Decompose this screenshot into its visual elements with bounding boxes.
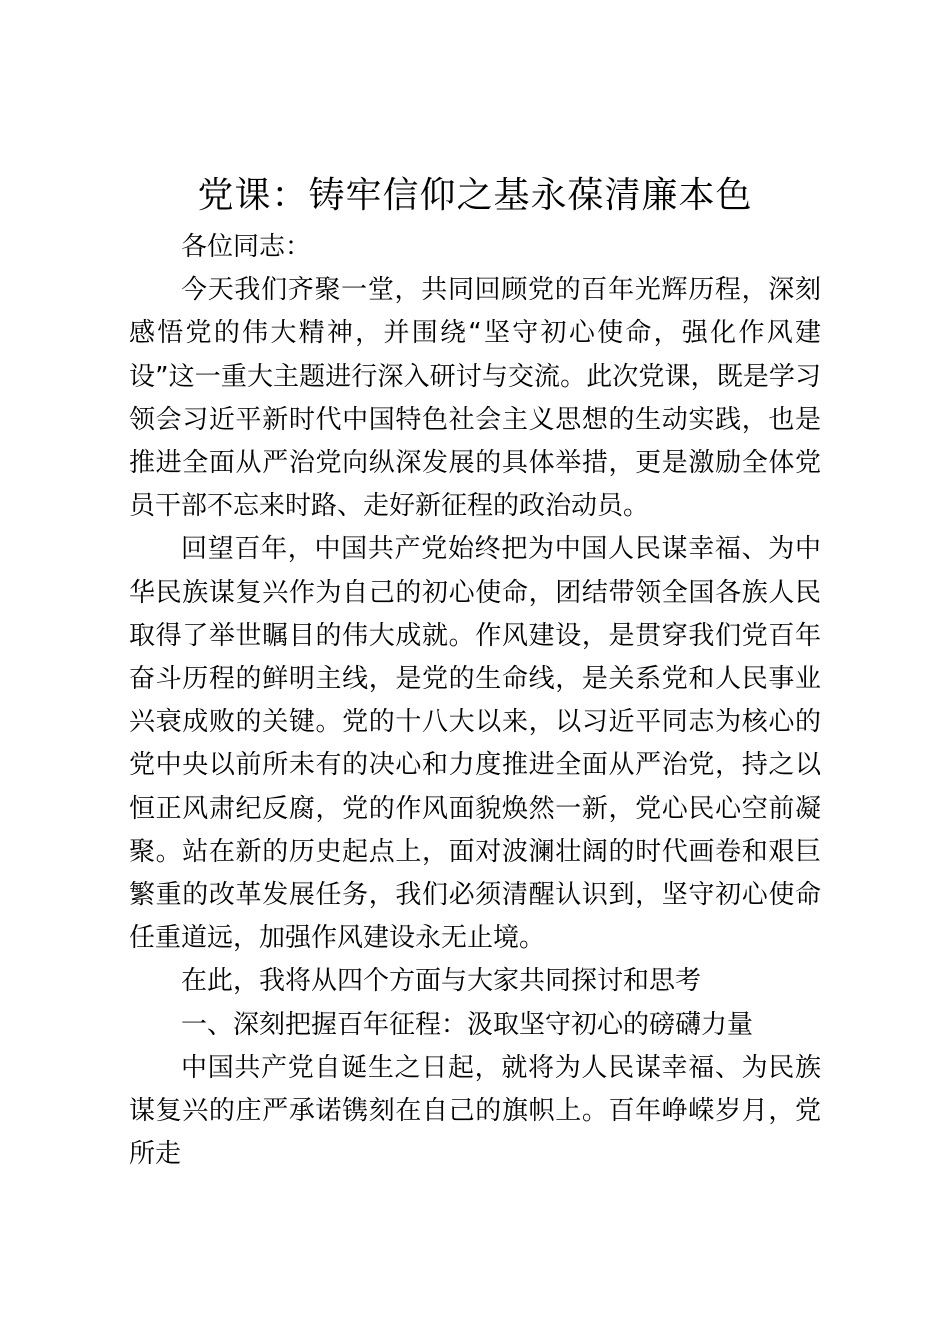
salutation: 各位同志： (181, 232, 312, 262)
section-heading: 一、深刻把握百年征程：汲取坚守初心的磅礴力量 (181, 1009, 754, 1040)
paragraph-outline: 在此，我将从四个方面与大家共同探讨和思考 (181, 966, 702, 997)
paragraph-review: 回望百年，中国共产党始终把为中国人民谋幸福、为中华民族谋复兴作为自己的初心使命，团结带领全国各族人民取得了举世瞩目的伟大成就。作风建设，是贯穿我们党百年奋斗历程的鲜明主线，是党的生命线，是关系党和人民事业兴衰成败的关键。党的十八大以来，以习近平同志为核心的党中央以前所未有的决心和力度推进全面从严治党，持之以恒正风肃纪反腐，党的作风面貌焕然一新，党心民心空前凝聚。站在新的历史起点上，面对波澜壮阔的时代画卷和艰巨繁重的改革发展任务，我们必须清醒认识到，坚守初心使命任重道远，加强作风建设永无止境。 (129, 534, 821, 954)
paragraph-intro: 今天我们齐聚一堂，共同回顾党的百年光辉历程，深刻感悟党的伟大精神，并围绕“坚守初心使命，强化作风建设”这一重大主题进行深入研讨与交流。此次党课，既是学习领会习近平新时代中国特色社会主义思想的生动实践，也是推进全面从严治党向纵深发展的具体举措，更是激励全体党员干部不忘来时路、走好新征程的政治动员。 (129, 275, 821, 522)
section-paragraph: 中国共产党自诞生之日起，就将为人民谋幸福、为民族谋复兴的庄严承诺镌刻在自己的旗帜上。百年峥嵘岁月，党所走 (129, 1052, 821, 1170)
document-title: 党课：铸牢信仰之基永葆清廉本色 (197, 175, 753, 216)
document-body (129, 226, 821, 1176)
